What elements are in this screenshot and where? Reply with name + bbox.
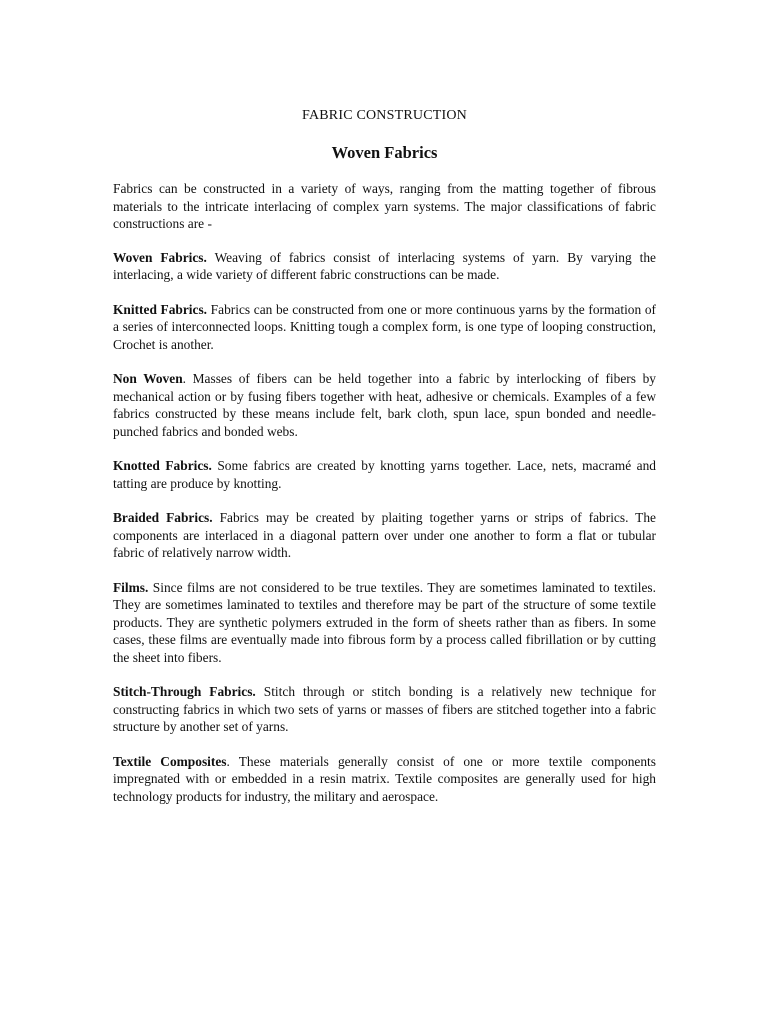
section-text: Fabrics may be created by plaiting together yarns or strips of fabrics. The components are interlaced in a diagonal pattern over under one another to form a flat or tubular fabric of relatively narrow width. xyxy=(113,510,656,560)
section-non-woven xyxy=(113,370,656,440)
section-text: . Masses of fibers can be held together into a fabric by interlocking of fibers by mechanical action or by fusing fibers together with heat, adhesive or chemicals. Examples of a few fabrics constructed by these means include felt, bark cloth, spun lace, spun bonded and needle-punched fabrics and bonded webs. xyxy=(113,371,656,439)
section-term: Braided Fabrics. xyxy=(113,510,213,525)
section-knotted-fabrics xyxy=(113,457,656,492)
section-term: Textile Composites xyxy=(113,753,227,769)
section-text: Weaving of fabrics consist of interlacing systems of yarn. By varying the interlacing, a wide variety of different fabric constructions can be made. xyxy=(113,249,656,282)
section-knitted-fabrics xyxy=(113,301,656,354)
section-text: Fabrics can be constructed from one or more continuous yarns by the formation of a series of interconnected loops. Knitting tough a complex form, is one type of looping construction, Crochet is another. xyxy=(113,301,656,352)
document-title: FABRIC CONSTRUCTION xyxy=(302,108,467,123)
section-text: Some fabrics are created by knotting yarns together. Lace, nets, macramé and tatting are produce by knotting. xyxy=(113,458,656,491)
section-textile-composites xyxy=(113,753,656,806)
section-woven-fabrics xyxy=(113,249,656,284)
document-subtitle: Woven Fabrics xyxy=(331,143,438,162)
section-term: Films. xyxy=(113,579,149,595)
section-term: Stitch-Through Fabrics. xyxy=(113,684,256,699)
section-text: Since films are not considered to be true textiles. They are sometimes laminated to textiles. They are sometimes laminated to textiles and therefore may be part of the structure of some textile products. They are synthetic polymers extruded in the form of sheets rather than as fibers. In some cases, these films are eventually made into fibrous form by a process called fibrillation or by cutting the sheet into fibers. xyxy=(113,579,656,665)
section-text: . These materials generally consist of one or more textile components impregnated with or embedded in a resin matrix. Textile composites are generally used for high technology products for industry, the military and aerospace. xyxy=(113,753,656,804)
section-braided-fabrics xyxy=(113,509,656,562)
document-page xyxy=(113,107,656,822)
intro-paragraph: Fabrics can be constructed in a variety of ways, ranging from the matting together of fibrous materials to the intricate interlacing of complex yarn systems. The major classifications of fabric constructions are - xyxy=(113,181,656,231)
section-term: Knotted Fabrics. xyxy=(113,458,212,473)
section-films xyxy=(113,579,656,667)
section-text: Stitch through or stitch bonding is a relatively new technique for constructing fabrics in which two sets of yarns or masses of fibers are stitched together into a fabric structure by another set of yarns. xyxy=(113,684,656,734)
section-term: Woven Fabrics. xyxy=(113,249,207,265)
section-term: Knitted Fabrics. xyxy=(113,301,208,317)
section-term: Non Woven xyxy=(113,371,183,386)
section-stitch-through-fabrics xyxy=(113,683,656,736)
